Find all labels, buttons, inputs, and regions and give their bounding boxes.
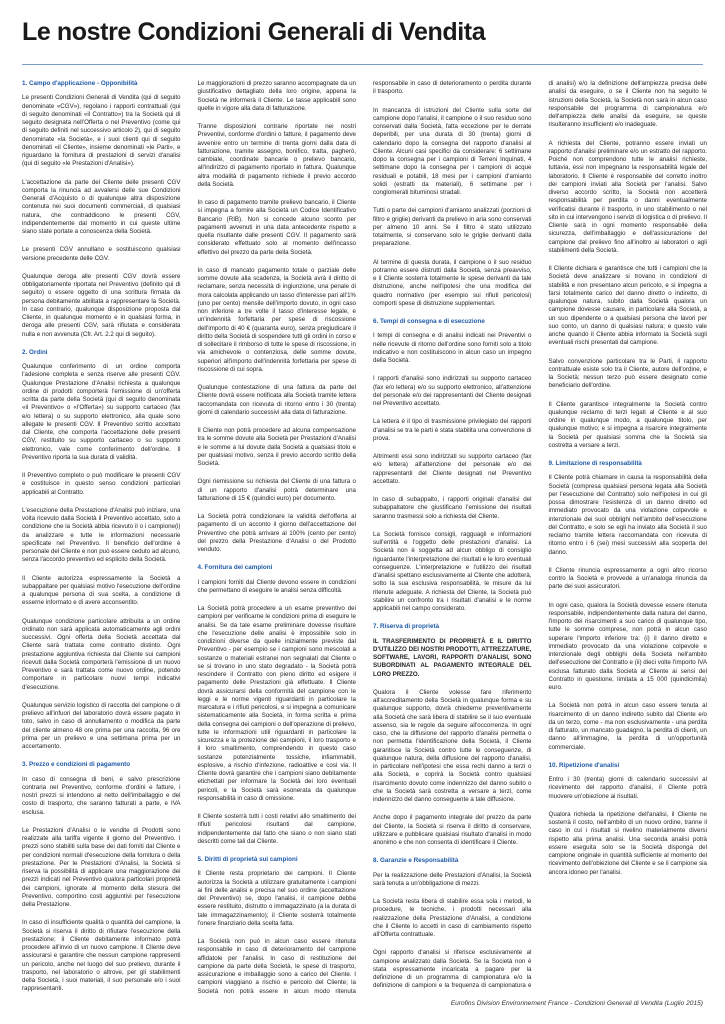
section-paragraph: In caso di pagamento tramite prelievo bancario, il Cliente si impegna a fornire alla Società un Codice Identificativo Bancario (RIB). Non si concede alcuno sconto per pagamenti avvenuti in una data antecedente rispetto a quella risultante dalle presenti CGV. Il pagamento sarà considerato effettuato solo al momento dell'incasso effettivo del prezzo da parte della Società. [197, 199, 356, 256]
section-paragraph: Il Cliente autorizza espressamente la Società a subappaltare per qualsiasi motivo l'esecuzione dell'ordine a qualunque persona di sua scelta, a condizione di esserne informato e di avere acconsentito. [22, 574, 181, 607]
section-paragraph: Altrimenti essi sono indirizzati su supporto cartaceo (fax e/o lettera) all'attenzione del personale e/o dei rappresentanti del Cliente designati nel Preventivo accettato. [373, 453, 532, 485]
section-paragraph: L'esecuzione della Prestazione d'Analisi può iniziare, una volta ricevuto dalla Società il Preventivo accettato, solo a condizione che la Società abbia ricevuto il o i campione(i) da analizzare e tutte le informazioni necessarie specificate nel Preventivo. Il beneficio dell'ordine è personale del Cliente e non può essere ceduto ad alcuno, senza l'accordo preventivo ed esplicito della Società. [22, 506, 181, 564]
section-paragraph: Qualunque deroga alle presenti CGV dovrà essere obbligatoriamente riportata nel Preventivo (definito qui di seguito) o essere oggetto di una scrittura firmata da persona debitamente abilitata a rappresentare la Società. In caso contrario, qualunque disposizione proposta dal Cliente, in qualunque momento e in qualsiasi forma, in deroga alle presenti CGV, sarà rifiutata e considerata nulla e non avvenuta (Cfr. Art. 2.2 qui di seguito). [22, 272, 181, 338]
title-divider [22, 64, 703, 65]
section-paragraph: Le presenti CGV annullano e sostituiscono qualsiasi versione precedente delle CGV. [22, 246, 181, 262]
section-paragraph: Ogni rapporto d'analisi si riferisce esclusivamente al campione analizzato dalla Società. Se la Società non è stata espressamente incaricata a pagare per la definizione di un programma di campionatura e/o la definizione di campioni e la frequenza di campionatura e di analisi) e/o la definizione dell'ampiezza precisa delle analisi da eseguire, o se il Cliente non ha seguito le istruzioni della Società, la Società non sarà in alcun caso responsabile del programma di campionatura e/o dell'ampiezza delle analisi da eseguire, se queste risulteranno insufficienti e/o inadeguate. [373, 80, 707, 990]
section-paragraph: La Società non potrà in alcun caso essere tenuta al risarcimento di un danno indiretto subito dal Cliente e/o da un terzo, come - ma non esclusivamente - una perdita di fatturato, un mancato guadagno, la perdita di clienti, un danno all'immagine, la perdita di un'opportunità commerciale. [548, 702, 707, 751]
section-paragraph: La Società potrà condizionare la validità dell'offerta al pagamento di un acconto il giorno dell'accettazione del Preventivo che potrà arrivare al 100% (cento per cento) del prezzo della Prestazione d'Analisi o del Prodotto venduto. [197, 513, 356, 553]
section-paragraph: Il Preventivo completo o può modificare le presenti CGV e costituisce in questo senso condizioni particolari applicabili al Contratto. [22, 472, 181, 496]
section-paragraph: Al termine di questa durata, il campione o il suo residuo potranno essere distrutti dalla Società, senza preavviso, e il Cliente sosterrà totalmente le spese derivanti da tale distruzione, anche nell'ipotesi che una modifica del quadro normativo (per esempio sui rifiuti pericolosi) comporti spese di distruzione supplementari. [373, 258, 532, 307]
section-paragraph: Il Cliente garantisce integralmente la Società contro qualunque reclamo di terzi legati al Cliente e al suo ordine in qualunque modo, a qualunque titolo, per qualunque motivo; e si impegna a risarcire integralmente la Società per qualsiasi somma che la Società sia costretta a versare a terzi. [548, 400, 707, 449]
section-paragraph: Il Cliente non potrà procedere ad alcuna compensazione tra le somme dovute alla Società per Prestazioni d'Analisi e le somme a lui dovute dalla Società a qualsiasi titolo e per qualsiasi motivo, senza il previo accordo scritto della Società. [197, 427, 356, 467]
section-paragraph: I tempi di consegna e di analisi indicati nei Preventivi o nelle ricevute di ritorno dell'ordine sono forniti solo a titolo indicativo e non costituiscono in alcun caso un impegno della Società. [373, 332, 532, 364]
section-paragraph: In caso di consegna di beni, e salvo prescrizione contraria nel Preventivo, conforme d'ordini e fatture, i nostri prezzi si intendono al netto dell'imballaggio e del costo di trasporto, che saranno fatturati a parte, e IVA esclusa. [22, 775, 181, 816]
section-paragraph: Il Cliente resta proprietario dei campioni. Il Cliente autorizza la Società a utilizzare gratuitamente i campioni ai fini delle analisi e precisa nel suo ordine (accettazione del Preventivo) se, dopo l'analisi, il campione debba essere restituito, distrutto o immagazzinato (a la durata di tale immagazzinamento); il Cliente sosterrà totalmente l'onere finanziario della scelta fatta. [197, 870, 356, 927]
section-paragraph: Tutti o parte dei campioni d'amianto analizzati (porzioni di filtro e griglie) derivanti da prelievo in aria sono conservati per almeno 10 anni. Se il filtro è stato utilizzato totalmente, si conservano solo le griglie derivanti dalla preparazione. [373, 207, 532, 248]
section-paragraph: Il Cliente sosterrà tutti i costi relativi allo smaltimento dei rifiuti pericolosi risultanti dal campione, indipendentemente dal fatto che siano o non siano stati descritti come tali dal Cliente. [197, 813, 356, 845]
section-paragraph: Il Cliente potrà chiamare in causa la responsabilità della Società (compresa qualsiasi persona legata alla Società per l'esecuzione del Contratto) solo nell'ipotesi in cui gli possa dimostrare l'esistenza di un danno diretto ed immediato provocato da una violazione colpevole e intenzionale dei suoi obblighi nell'ambito dell'esecuzione del Contratto, e solo se egli ha inviato alla Società il suo reclamo tramite lettera raccomandata con ricevuta di ritorno entro i 6 (sei) mesi successivi alla scoperta del danno. [548, 474, 707, 556]
section-heading: 6. Tempi di consegna e di esecuzione [373, 318, 485, 325]
section-heading: 3. Prezzo e condizioni di pagamento [22, 761, 131, 769]
section-heading: 10. Ripetizione d'analisi [548, 761, 620, 769]
section-paragraph: Le presenti Condizioni Generali di Vendita (qui di seguito denominate «CGV»), regolano i rapporti contrattuali (qui di seguito denominati «il Contratto») tra la Società qui di seguito designata nell'Offerta o nel Preventivo (come qui di seguito definiti nel successivo articolo 2), qui di seguito denominate «la Società», e i suoi clienti qui di seguito denominati «il Cliente», insieme denominati «le Parti», e riguardano la fornitura di prestazioni di servizi d'analisi (qui di seguito «le Prestazioni d'Analisi»). [22, 94, 181, 168]
section-paragraph: Qualora richieda la ripetizione dell'analisi, il Cliente ne sosterrà il costo, nell'ambito di un nuovo ordine, tranne il caso in cui i risultati si rivelino materialmente diversi rispetto alla prima analisi. Una seconda analisi potrà essere eseguita solo se la Società disponga del campione originale in quantità sufficiente al momento del ricevimento dell'obiezione del Cliente e se il campione sia ancora idoneo per l'analisi. [548, 810, 707, 876]
section-heading: 8. Garanzie e Responsabilità [373, 857, 459, 865]
section-paragraph: Tranne disposizioni contrarie riportate nei nostri Preventivi, conforme d'ordini o fatture, il pagamento deve avvenire entro un termine di trenta giorni dalla data di fatturazione, tramite assegno, bonifico, tratta, pagherò, cambiale, coordinate bancarie o prelievo bancario, all'indirizzo di pagamento riportato in fattura. Qualunque altra modalità di pagamento richiede il previo accordo della Società. [197, 123, 356, 188]
section-paragraph: Qualunque condizione particolare attribuita a un ordine ordinato non sarà applicata automaticamente agli ordini successivi. Ogni offerta della Società accettata dal Cliente sarà trattata come contratto distinto. Ogni prestazione aggiuntiva richiesta dal Cliente sui campioni ricevuti dalla Società comporterà l'emissione di un nuovo Preventivo e sarà trattata come nuovo ordine, potendo comportare in particolare nuovi tempi indicativi d'esecuzione. [22, 617, 181, 691]
section-heading: 9. Limitazione di responsabilità [548, 460, 642, 467]
section-paragraph: In caso di insufficiente qualità o quantità del campione, la Società si riserva il diritto di rifiutare l'esecuzione della prestazione; il Cliente debitamente informato potrà procedere all'invio di un nuovo campione. Il Cliente deve assicurarsi e garantire che nessun campione rappresenti un pericolo, anche nel luogo del suo prelievo, durante il trasporto, nel laboratorio o altrove, per gli stabilimenti della Società, i suoi materiali, il suo personale e/o i suoi rappresentanti. [22, 919, 181, 993]
section-paragraph: Salvo convenzione particolare tra le Parti, il rapporto contrattuale esiste solo tra il Cliente, autore dell'ordine, e la Società; nessun terzo può essere designato come beneficiario dell'ordine. [548, 357, 707, 390]
section-heading: 5. Diritti di proprietà sui campioni [197, 856, 298, 863]
section-paragraph: Le maggiorazioni di prezzo saranno accompagnate da un giustificativo dettagliato della loro origine, appena la Società ne informerà il Cliente. Le tasse applicabili sono quelle in vigore alla data di fatturazione. [197, 80, 356, 112]
section-heading: 2. Ordini [22, 348, 48, 356]
section-paragraph: L'accettazione da parte del Cliente delle presenti CGV comporta la rinuncia ad avvalersi delle sue Condizioni Generali d'Acquisto o di qualunque altra disposizione contenuta nei suoi documenti commerciali, di qualsiasi natura, che contraddicono le presenti CGV, indipendentemente dal momento in cui queste ultime siano state portate a conoscenza della Società. [22, 178, 181, 235]
section-paragraph: In ogni caso, qualora la Società dovesse essere ritenuta responsabile, indipendentemente dalla natura del danno, l'importo dei risarcimenti a suo carico di qualunque tipo, tutte le somme comprese, non potrà in alcun caso superare l'importo inferiore tra: (i) il danno diretto e immediato provocato da una violazione colpevole e intenzionale degli obblighi della Società nell'ambito dell'esecuzione del Contratto e (ii) dieci volte l'importo IVA esclusa fatturato dalla Società al Cliente ai sensi del Contratto in questione, limitata a 15 000 (quindicimila) euro. [548, 601, 707, 691]
section-paragraph: Qualunque conferimento di un ordine comporta l'adesione completa e senza riserve alle presenti CGV. Qualunque Prestazione d'Analisi richiesta a qualunque ordine di prodotti comporterà l'emissione di un'offerta scritta da parte della Società (qui di seguito denominata «il Preventivo» o «l'Offerta») su supporto cartaceo (fax e/o lettera) o su supporto elettronico, alla quale sono allegate le presenti CGV. Il Preventivo scritto accettato dal Cliente, che comporta l'accettazione delle presenti CGV, restituito su supporto cartaceo o su supporto elettronico, vale come conferimento dell'ordine. Il Preventivo riporta la sua durata di validità. [22, 363, 181, 461]
section-paragraph: Il Cliente dichiara e garantisce che tutti i campioni che la Società deve analizzare si trovano in condizioni di stabilità e non presentano alcun pericolo, e si impegna a farsi totalmente carico del danno diretto o indiretto, di qualunque natura, subito dalla Società qualora un campione dovesse causare, in particolare alla Società, a un suo dipendente o a qualsiasi persona che lavori per suo conto, un danno di qualsiasi natura; e questo vale anche quando il Cliente abbia informato la Società sugli eventuali rischi presentati dal campione. [548, 265, 707, 347]
section-paragraph: La Società fornisce consigli, ragguagli e informazioni sull'entità e l'oggetto delle prestazioni d'analisi. La Società non è soggetta ad alcun obbligo di consiglio riguardante l'interpretazione dei risultati e le loro eventuali conseguenze. L'interpretazione e l'utilizzo dei risultati d'analisi spettano esclusivamente al Cliente che adotterà, sotto la sua esclusiva responsabilità, le misure da lui ritenute adeguate. A richiesta del Cliente, la Società può stabilire un confronto tra i risultati d'analisi e le norme applicabili nel campo considerato. [373, 530, 532, 612]
page-title: Le nostre Condizioni Generali di Vendita [22, 18, 486, 46]
section-paragraph: Anche dopo il pagamento integrale del prezzo da parte del Cliente, la Società si riserva il diritto di conservare, utilizzare e pubblicare qualsiasi risultato d'analisi in modo anonimo e che non consenta di identificare il Cliente. [373, 814, 532, 846]
section-paragraph: IL TRASFERIMENTO DI PROPRIETÀ E IL DIRITTO D'UTILIZZO DEI NOSTRI PRODOTTI, ATTREZZATURE, SOFTWARE, LAVORI, RAPPORTI D'ANALISI, SONO SUBORDINATI AL PAGAMENTO INTEGRALE DEL LORO PREZZO. [373, 637, 532, 678]
section-paragraph: Le Prestazioni d'Analisi o le vendite di Prodotti sono realizzate alla tariffa vigente il giorno del Preventivo. I prezzi sono stabiliti sulla base dei dati forniti dal Cliente e per condizioni normali d'esecuzione della fornitura o della prestazione. Per le Prestazioni d'Analisi, la Società si riserva la possibilità di applicare una maggiorazione dei prezzi indicati nel Preventivo qualora particolari proprietà dei campioni, ignorate al momento della stesura del Preventivo, comportino costi aggiuntivi per l'esecuzione della Prestazione. [22, 826, 181, 908]
section-paragraph: Qualunque servizio logistico di raccolta del campione o di prelievo all'infuori del laboratorio dovrà essere pagato in toto, salvo in caso di annullamento o modifica da parte del cliente almeno 48 ore prima per una raccolta, 96 ore prima per un prelievo e una settimana prima per un accertamento. [22, 701, 181, 750]
section-heading: 1. Campo d'applicazione - Opponibilità [22, 80, 138, 87]
section-heading: 7. Riserva di proprietà [373, 623, 440, 631]
section-paragraph: La Società potrà procedere a un esame preventivo dei campioni per verificarne le condizioni prima di eseguire le analisi. Se da tale esame preliminare dovesse risultare che l'esecuzione delle analisi è impossibile solo in condizioni diverse da quelle inizialmente previste dal Preventivo - per esempio se i campioni sono mescolati a sostanze o materiali estranei non segnalati dal Cliente o se si trovano in uno stato degradato - la Società potrà rescindere il Contratto con pieno diritto ed esigere il pagamento delle Prestazioni già effettuate. Il Cliente dovrà assicurarsi della conformità del campione con le leggi e le norme vigenti riguardanti in particolare la marcatura e i rifiuti pericolosi, e si impegna a comunicare sistematicamente alla Società, in forma scritta e prima della consegna dei campioni o dell'operazione di prelievo, tutte le informazioni utili riguardanti in particolare la sicurezza e la protezione dei campioni, il loro trasporto e il loro smaltimento, comprendendo in questo caso sostanze potenzialmente tossiche, infiammabili, esplosive, a rischio d'infezione, radioattive e così via. Il Cliente dovrà garantire che i campioni siano debitamente etichettati per informare la Società dei loro eventuali pericoli, e la Società sarà esonerata da qualunque responsabilità in caso di omissione. [197, 605, 356, 802]
section-paragraph: Qualunque contestazione di una fattura da parte del Cliente dovrà essere notificata alla Società tramite lettera raccomandata con ricevuta di ritorno entro i 30 (trenta) giorni di calendario successivi alla data di fatturazione. [197, 384, 356, 416]
section-paragraph: Qualora il Cliente volesse fare riferimento all'accreditamento della Società in qualunque forma e su qualunque supporto, dovrà chiederne preventivamente alla Società che sarà libera di stabilire se il suo eventuale assenso, sia le regole da seguire all'occorrenza. In ogni caso, che la diffusione del rapporto d'analisi permetta o non permetta l'identificazione della Società, il Cliente garantisce la Società contro tutte le conseguenze, di qualunque natura, della diffusione del rapporto d'analisi, in particolare nell'ipotesi che essa rechi danno a terzi o alla Società, e coprirà la Società contro qualsiasi risarcimento dovuto come indennizzo del danno subito o che la Società sarà costretta a versare a terzi, come indennizzo del danno conseguente a tale diffusione. [373, 688, 532, 803]
section-paragraph: Entro i 30 (trenta) giorni di calendario successivi al ricevimento del rapporto d'analisi, il Cliente potrà muovere un'obiezione ai risultati. [548, 776, 707, 800]
section-paragraph: I campioni forniti dal Cliente devono essere in condizioni che permettano di eseguire le analisi senza difficoltà. [197, 578, 356, 594]
section-paragraph: A richiesta del Cliente, potranno essere inviati un rapporto d'analisi preliminare e/o un estratto del rapporto. Poiché non comprendono tutte le analisi richieste, tuttavia, essi non impegnano la responsabilità legale del laboratorio. Il Cliente è responsabile del corretto inoltro dei campioni inviati alla Società per l'analisi. Salvo diverso accordo scritto, la Società non accetterà responsabilità per perdita o danni eventualmente verificatisi durante il trasporto, in uno stabilimento o nel sito in cui intervengono i servizi di logistica o di prelievo. Il Cliente sarà in ogni momento responsabile della sicurezza, dell'imballaggio e dell'assicurazione del campione dal prelievo fino all'inoltro ai laboratori o agli stabilimenti della Società. [548, 139, 707, 254]
terms-body [22, 80, 707, 996]
section-paragraph: La Società resta libera di stabilire essa sola i metodi, le procedure, le tecniche, i prodotti necessari alla realizzazione della Prestazione d'Analisi, a condizione che il Cliente lo accetti in caso di cambiamento rispetto all'Offerta contrattuale. [373, 898, 532, 938]
section-paragraph: La lettera è il tipo di trasmissione privilegiato dei rapporti d'analisi se tra le parti è stata stabilita una convenzione di prova. [373, 418, 532, 442]
section-paragraph: In caso di mancato pagamento totale o parziale delle somme dovute alla scadenza, la Società avrà il diritto di reclamare, senza necessità di ingiunzione, una penale di mora calcolata applicando un tasso d'interesse pari all'1% (uno per cento) mensile dell'importo dovuto, in ogni caso non inferiore a tre volte il tasso d'interesse legale, e un'indennità forfettaria per spese di riscossione dell'importo di 40 € (quaranta euro), senza pregiudicare il diritto della Società di sospendere tutti gli ordini in corso e di sollecitare il rimborso di tutte le spese di riscossione, in via amichevole o contenziosa, delle somme dovute, superiori all'importo dell'indennità forfettaria per spese di riscossione di cui sopra. [197, 266, 357, 373]
page-footer: Eurofins Division Environnement France - Condizioni Generali di Vendita (Luglio 2015) [450, 1000, 703, 1007]
section-heading: 4. Fornitura dei campioni [197, 564, 273, 572]
section-paragraph: I rapporti d'analisi sono indirizzati su supporto cartaceo (fax e/o lettera) e/o su supporto elettronico, all'attenzione del personale e/o dei rappresentanti del Cliente designati nel Preventivo accettato. [373, 375, 532, 407]
section-paragraph: La Società non può in alcun caso essere ritenuta responsabile in caso di deterioramento del campione affidatole per l'analisi. In caso di restituzione del campione da parte della Società, le spese di trasporto, assicurazione e imballaggio sono a carico del Cliente. I campioni viaggiano a rischio e pericolo del Cliente; la Società non potrà essere in alcun modo ritenuta responsabile in caso di deterioramento o perdita durante il trasporto. [197, 80, 532, 995]
section-paragraph: In mancanza di istruzioni del Cliente sulla sorte del campione dopo l'analisi, il campione o il suo residuo sono conservati dalla Società, fatta eccezione per le derrate deperibili, per una durata di 30 (trenta) giorni di calendario dopo la consegna del rapporto d'analisi al Cliente. Alcuni casi specifici da considerare: 6 settimane dopo la consegna per i campioni di Terreni Inquinati, 4 settimane dopo la consegna per i campioni di acque residuali e potabili, 18 mesi per i campioni d'amianto solidi (estratti da materiali), 6 settimane per i conglomerati bituminosi stradali. [373, 106, 532, 196]
section-paragraph: In caso di subappalto, i rapporti originali d'analisi del subappaltatore che giustificano l'emissione dei risultati saranno trasmessi solo a richiesta del Cliente. [373, 496, 532, 520]
section-paragraph: Per la realizzazione delle Prestazioni d'Analisi, la Società sarà tenuta a un'obbligazione di mezzi. [373, 871, 532, 887]
section-paragraph: Il Cliente rinuncia espressamente a ogni altro ricorso contro la Società e provvede a un'analoga rinuncia da parte dei suoi assicuratori. [548, 566, 707, 591]
section-paragraph: Ogni riemissione su richiesta del Cliente di una fattura o di un rapporto d'analisi potrà determinare una fatturazione di 15 € (quindici euro) per documento. [197, 478, 356, 502]
